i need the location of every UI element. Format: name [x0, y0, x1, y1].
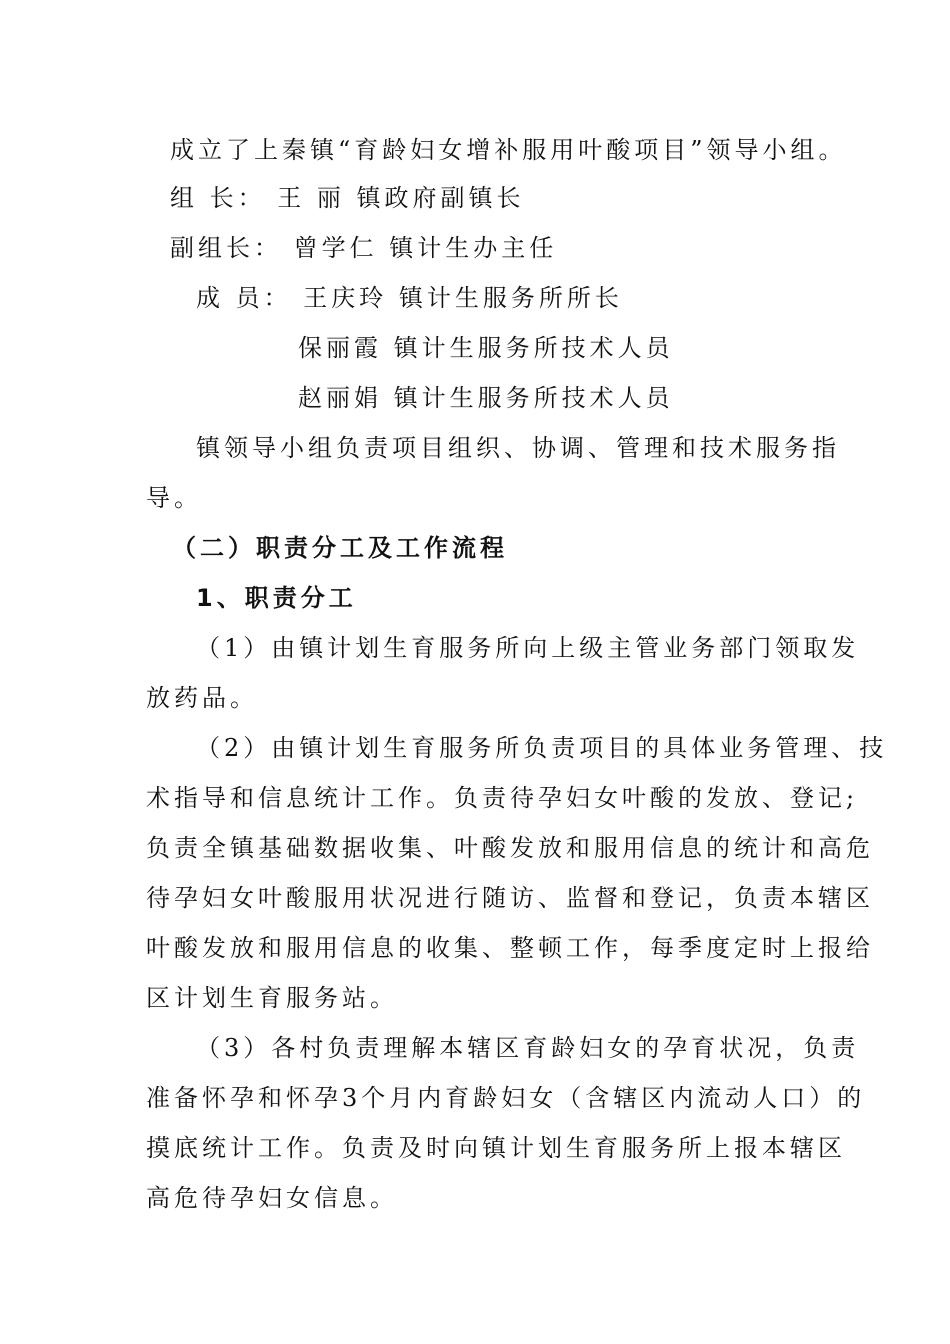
paragraph-line: （3）各村负责理解本辖区育龄妇女的孕育状况，负责	[196, 1034, 860, 1062]
paragraph-line: 叶酸发放和服用信息的收集、整顿工作，每季度定时上报给	[146, 934, 874, 962]
paragraph-line: （1）由镇计划生育服务所向上级主管业务部门领取发	[196, 634, 860, 662]
paragraph-line: 摸底统计工作。负责及时向镇计划生育服务所上报本辖区	[146, 1134, 846, 1162]
paragraph-line: 负责全镇基础数据收集、叶酸发放和服用信息的统计和高危	[146, 834, 874, 862]
paragraph-line: 高危待孕妇女信息。	[146, 1184, 398, 1212]
subsection-heading: 1、职责分工	[196, 584, 357, 612]
leader-line: 组 长： 王 丽 镇政府副镇长	[170, 184, 525, 212]
paragraph-line: 放药品。	[146, 684, 258, 712]
deputy-leader-line: 副组长： 曾学仁 镇计生办主任	[170, 234, 558, 262]
member-line-2: 保丽霞 镇计生服务所技术人员	[298, 334, 674, 362]
paragraph-line: 准备怀孕和怀孕3个月内育龄妇女（含辖区内流动人口）的	[146, 1084, 866, 1112]
paragraph-line: 区计划生育服务站。	[146, 984, 398, 1012]
member-line-3: 赵丽娟 镇计生服务所技术人员	[298, 384, 674, 412]
paragraph-line: （2）由镇计划生育服务所负责项目的具体业务管理、技	[196, 734, 888, 762]
paragraph-line: 术指导和信息统计工作。负责待孕妇女叶酸的发放、登记;	[146, 784, 859, 812]
member-line-1: 成 员： 王庆玲 镇计生服务所所长	[196, 284, 623, 312]
paragraph-line: 导。	[146, 484, 202, 512]
paragraph-line: 待孕妇女叶酸服用状况进行随访、监督和登记，负责本辖区	[146, 884, 874, 912]
section-heading: （二）职责分工及工作流程	[172, 534, 508, 562]
paragraph-line: 镇领导小组负责项目组织、协调、管理和技术服务指	[196, 434, 840, 462]
intro-line: 成立了上秦镇“育龄妇女增补服用叶酸项目”领导小组。	[170, 136, 847, 164]
